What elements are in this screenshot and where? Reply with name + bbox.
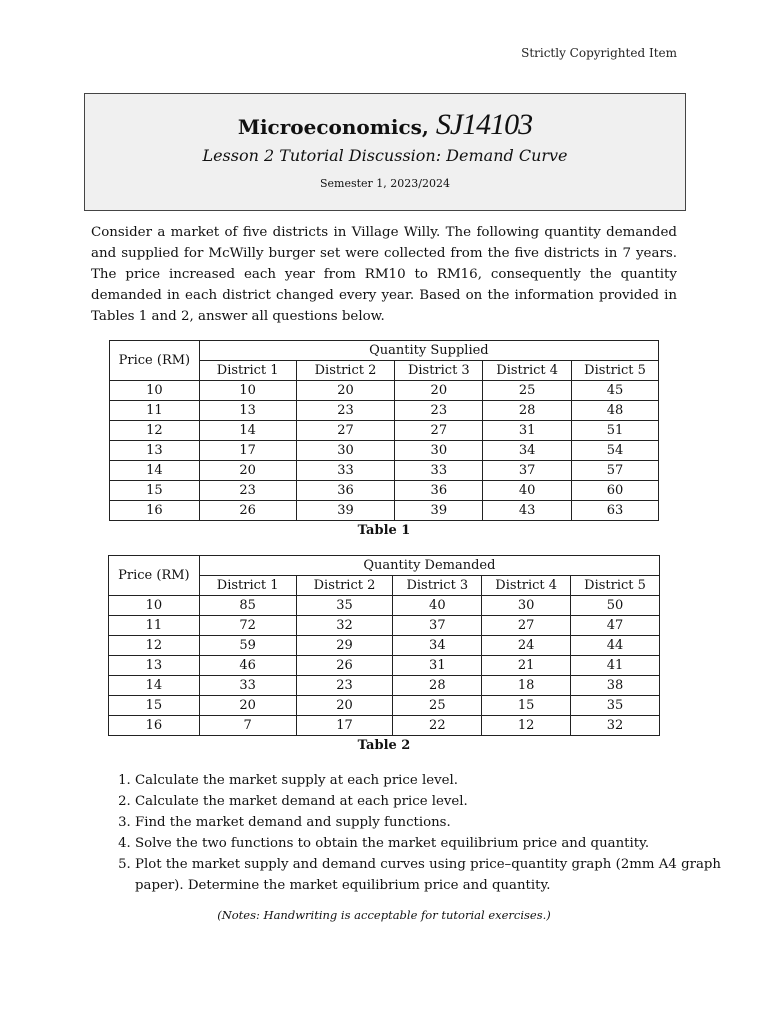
quantity-cell: 25 — [483, 381, 572, 401]
semester-label: Semester 1, 2023/2024 — [319, 177, 450, 190]
quantity-cell: 54 — [572, 441, 659, 461]
quantity-cell: 37 — [393, 616, 482, 636]
column-header: District 4 — [482, 576, 571, 596]
table-row — [109, 676, 660, 696]
price-cell: 12 — [109, 636, 200, 656]
price-header: Price (RM) — [109, 556, 200, 596]
quantity-cell: 25 — [393, 696, 482, 716]
price-cell: 13 — [109, 656, 200, 676]
quantity-cell: 37 — [483, 461, 572, 481]
quantity-cell: 72 — [199, 616, 296, 636]
table-row — [109, 596, 660, 616]
price-cell: 16 — [109, 716, 200, 736]
table-row — [110, 461, 659, 481]
table-body — [109, 596, 660, 736]
quantity-cell: 21 — [482, 656, 571, 676]
quantity-cell: 59 — [199, 636, 296, 656]
quantity-cell: 40 — [393, 596, 482, 616]
quantity-cell: 46 — [199, 656, 296, 676]
table-caption: Table 1 — [357, 523, 411, 538]
quantity-cell: 20 — [296, 696, 393, 716]
quantity-cell: 24 — [482, 636, 571, 656]
quantity-cell: 63 — [572, 501, 659, 521]
column-header: District 1 — [199, 576, 296, 596]
quantity-cell: 47 — [571, 616, 660, 636]
supply-table — [109, 340, 659, 521]
quantity-cell: 23 — [296, 676, 393, 696]
quantity-cell: 33 — [395, 461, 483, 481]
table-row — [110, 481, 659, 501]
quantity-cell: 30 — [482, 596, 571, 616]
quantity-cell: 13 — [199, 401, 296, 421]
table-row — [110, 421, 659, 441]
quantity-cell: 34 — [393, 636, 482, 656]
quantity-cell: 20 — [296, 381, 395, 401]
table-row — [110, 501, 659, 521]
table-row — [109, 636, 660, 656]
column-header: District 5 — [572, 361, 659, 381]
price-cell: 14 — [110, 461, 200, 481]
quantity-cell: 22 — [393, 716, 482, 736]
quantity-cell: 43 — [483, 501, 572, 521]
quantity-cell: 33 — [199, 676, 296, 696]
quantity-cell: 31 — [393, 656, 482, 676]
quantity-cell: 41 — [571, 656, 660, 676]
notes-text: (Notes: Handwriting is acceptable for tutorial exercises.) — [217, 908, 551, 922]
quantity-cell: 57 — [572, 461, 659, 481]
price-cell: 10 — [110, 381, 200, 401]
table-row — [110, 441, 659, 461]
quantity-cell: 20 — [199, 696, 296, 716]
table-row — [109, 696, 660, 716]
quantity-cell: 23 — [199, 481, 296, 501]
quantity-cell: 60 — [572, 481, 659, 501]
column-header: District 2 — [296, 576, 393, 596]
quantity-cell: 38 — [571, 676, 660, 696]
question-item: 4. Solve the two functions to obtain the market equilibrium price and quantity. — [135, 833, 721, 854]
column-header: District 3 — [393, 576, 482, 596]
quantity-cell: 30 — [395, 441, 483, 461]
group-header: Quantity Supplied — [199, 341, 658, 361]
question-item: 5. Plot the market supply and demand curves using price–quantity graph (2mm A4 graph paper). Determine the market equilibrium price and quantity. — [135, 854, 721, 896]
question-item: 1. Calculate the market supply at each price level. — [135, 770, 721, 791]
lesson-title: Lesson 2 Tutorial Discussion: Demand Curve — [202, 146, 568, 165]
price-cell: 15 — [110, 481, 200, 501]
quantity-cell: 44 — [571, 636, 660, 656]
quantity-cell: 14 — [199, 421, 296, 441]
price-cell: 13 — [110, 441, 200, 461]
demand-table — [108, 555, 660, 736]
intro-paragraph: Consider a market of five districts in Village Willy. The following quantity demanded and supplied for McWilly burger set were collected from the five districts in 7 years. The price increased each year from RM10 to RM16, consequently the quantity demanded in each district changed every year. Based on the information provided in Tables 1 and 2, answer all questions below. — [91, 225, 677, 324]
table-row — [110, 401, 659, 421]
question-list — [91, 770, 721, 896]
quantity-cell: 33 — [296, 461, 395, 481]
quantity-cell: 32 — [571, 716, 660, 736]
quantity-cell: 40 — [483, 481, 572, 501]
quantity-cell: 36 — [296, 481, 395, 501]
table-row — [110, 381, 659, 401]
quantity-cell: 85 — [199, 596, 296, 616]
course-title: Microeconomics, — [237, 115, 429, 139]
table-body — [110, 381, 659, 521]
quantity-cell: 30 — [296, 441, 395, 461]
copyright-notice: Strictly Copyrighted Item — [521, 46, 677, 60]
quantity-cell: 17 — [296, 716, 393, 736]
question-item: 2. Calculate the market demand at each price level. — [135, 791, 721, 812]
quantity-cell: 27 — [296, 421, 395, 441]
quantity-cell: 51 — [572, 421, 659, 441]
quantity-cell: 18 — [482, 676, 571, 696]
quantity-cell: 34 — [483, 441, 572, 461]
quantity-cell: 29 — [296, 636, 393, 656]
quantity-cell: 31 — [483, 421, 572, 441]
price-cell: 15 — [109, 696, 200, 716]
quantity-cell: 36 — [395, 481, 483, 501]
table-caption: Table 2 — [357, 738, 411, 753]
quantity-cell: 27 — [395, 421, 483, 441]
quantity-cell: 35 — [296, 596, 393, 616]
price-cell: 10 — [109, 596, 200, 616]
quantity-cell: 17 — [199, 441, 296, 461]
price-cell: 14 — [109, 676, 200, 696]
quantity-cell: 15 — [482, 696, 571, 716]
quantity-cell: 35 — [571, 696, 660, 716]
quantity-cell: 50 — [571, 596, 660, 616]
quantity-cell: 10 — [199, 381, 296, 401]
quantity-cell: 26 — [296, 656, 393, 676]
quantity-cell: 20 — [199, 461, 296, 481]
quantity-cell: 28 — [483, 401, 572, 421]
quantity-cell: 28 — [393, 676, 482, 696]
course-heading — [85, 108, 685, 142]
column-header: District 1 — [199, 361, 296, 381]
quantity-cell: 12 — [482, 716, 571, 736]
group-header: Quantity Demanded — [199, 556, 659, 576]
price-cell: 16 — [110, 501, 200, 521]
question-item: 3. Find the market demand and supply functions. — [135, 812, 721, 833]
title-box — [84, 93, 686, 211]
quantity-cell: 20 — [395, 381, 483, 401]
price-header: Price (RM) — [110, 341, 200, 381]
table-row — [109, 616, 660, 636]
course-code: SJ14103 — [435, 108, 533, 141]
quantity-cell: 23 — [296, 401, 395, 421]
quantity-cell: 48 — [572, 401, 659, 421]
price-cell: 12 — [110, 421, 200, 441]
price-cell: 11 — [110, 401, 200, 421]
price-cell: 11 — [109, 616, 200, 636]
quantity-cell: 26 — [199, 501, 296, 521]
column-header: District 5 — [571, 576, 660, 596]
column-header: District 3 — [395, 361, 483, 381]
column-header: District 4 — [483, 361, 572, 381]
quantity-cell: 7 — [199, 716, 296, 736]
quantity-cell: 39 — [395, 501, 483, 521]
quantity-cell: 32 — [296, 616, 393, 636]
table-row — [109, 656, 660, 676]
table-row — [109, 716, 660, 736]
quantity-cell: 23 — [395, 401, 483, 421]
column-header: District 2 — [296, 361, 395, 381]
quantity-cell: 45 — [572, 381, 659, 401]
quantity-cell: 27 — [482, 616, 571, 636]
quantity-cell: 39 — [296, 501, 395, 521]
